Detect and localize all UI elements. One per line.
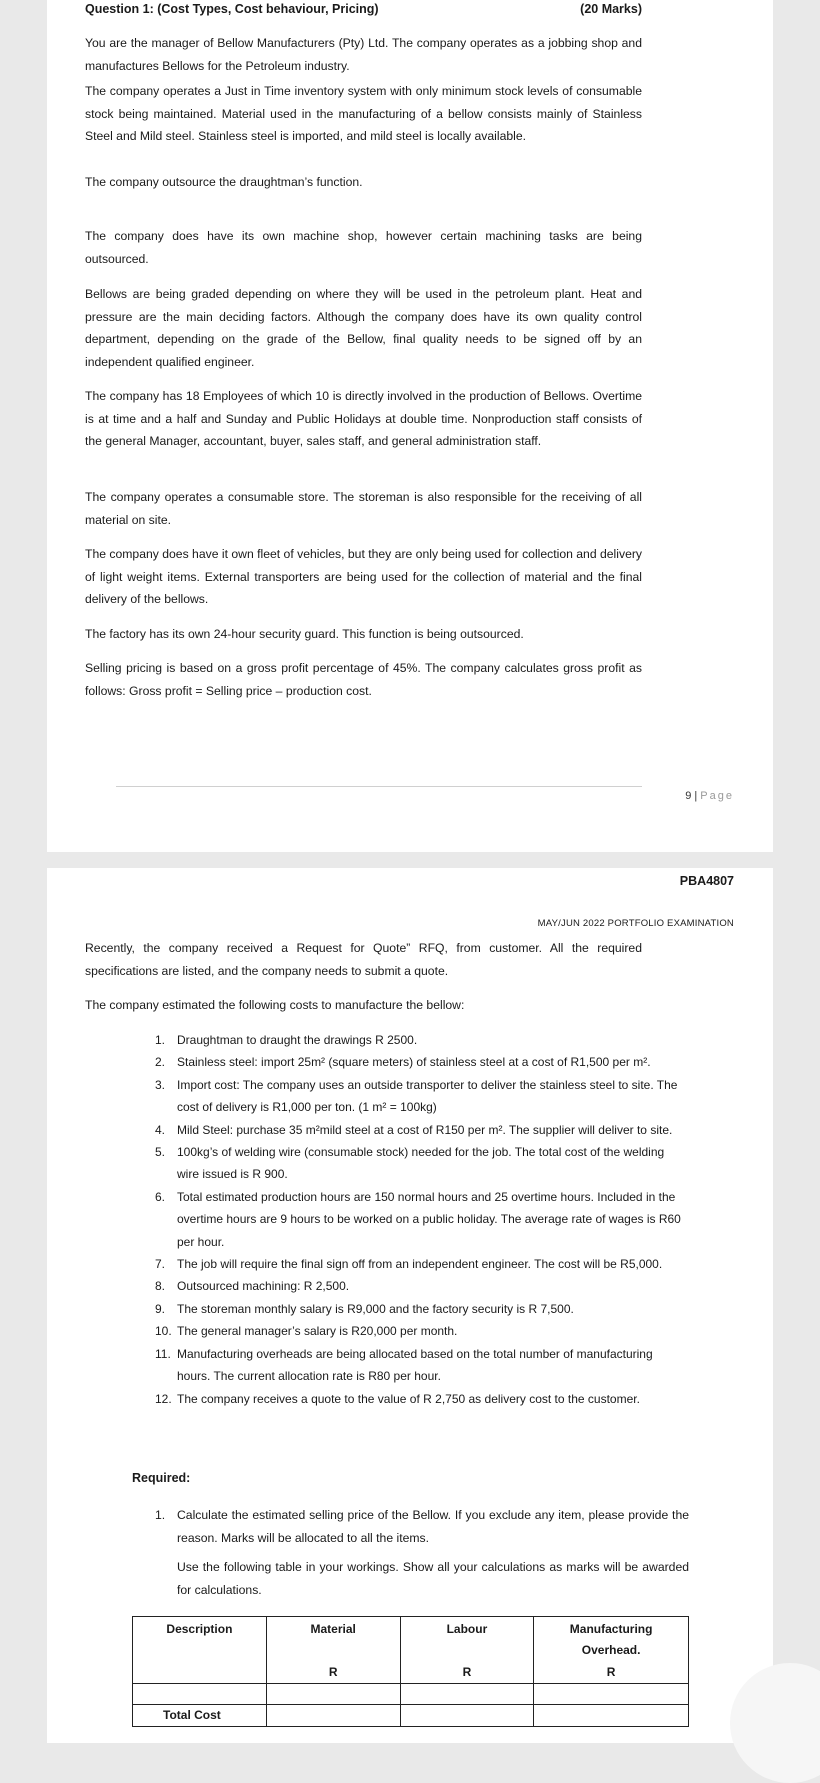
col-overhead-unit: R (606, 1665, 616, 1679)
required-text: Calculate the estimated selling price of the Bellow. If you exclude any item, please provide the reason. Marks will be allocated to all the items. (177, 1508, 689, 1545)
list-item (155, 1029, 689, 1051)
list-item (155, 1074, 689, 1119)
list-item (155, 1275, 689, 1297)
item-text: Outsourced machining: R 2,500. (177, 1279, 350, 1294)
item-text: The company receives a quote to the value of R 2,750 as delivery cost to the customer. (177, 1391, 640, 1406)
table-instruction-text: Use the following table in your workings. Show all your calculations as marks will be awarded for calculations. (177, 1560, 689, 1597)
footer-divider (116, 786, 642, 787)
item-text: The job will require the final sign off from an independent engineer. The cost will be R5,000. (177, 1257, 663, 1272)
question-marks: (20 Marks) (580, 2, 642, 16)
item-number: 12. (155, 1391, 172, 1406)
table-instruction (155, 1556, 689, 1601)
total-label: Total Cost (133, 1705, 267, 1727)
item-text: Manufacturing overheads are being allocated based on the total number of manufacturing hours. The current allocation rate is R80 per hour. (177, 1346, 653, 1384)
col-material-unit: R (328, 1665, 338, 1679)
item-number: 10. (155, 1324, 172, 1339)
page-number (685, 790, 734, 802)
list-item (155, 1186, 689, 1253)
list-item (155, 1119, 689, 1141)
required-number: 1. (155, 1508, 166, 1522)
col-labour-unit: R (462, 1665, 472, 1679)
item-number: 6. (155, 1189, 166, 1204)
paragraph-inventory: The company operates a Just in Time inventory system with only minimum stock levels of consumable stock being maintained. Material used in the manufacturing of a bellow consists mainly of Stainless Steel and Mild steel. Stainless steel is imported, and mild steel is locally available. (85, 84, 642, 143)
item-text: Import cost: The company uses an outside transporter to deliver the stainless steel to site. The cost of delivery is R1,000 per ton. (1 m² = 100kg) (177, 1077, 678, 1115)
item-number: 7. (155, 1257, 166, 1272)
paragraph-security: The factory has its own 24-hour security guard. This function is being outsourced. (85, 627, 524, 641)
item-number: 2. (155, 1055, 166, 1070)
paragraph-vehicles: The company does have it own fleet of vehicles, but they are only being used for collection and delivery of light weight items. External transporters are being used for the collection of material and the final delivery of the bellows. (85, 547, 642, 606)
item-text: Total estimated production hours are 150 normal hours and 25 overtime hours. Included in the overtime hours are 9 hours to be worked on a public holiday. The average rate of wages is R60 per hour. (177, 1189, 681, 1249)
list-item (155, 1253, 689, 1275)
list-item (155, 1388, 689, 1410)
course-code: PBA4807 (679, 874, 734, 888)
item-number: 8. (155, 1279, 166, 1294)
item-text: The storeman monthly salary is R9,000 and the factory security is R 7,500. (177, 1301, 574, 1316)
table-cell[interactable] (266, 1705, 400, 1727)
table-header-row (133, 1617, 689, 1684)
paragraph-estimate-intro: The company estimated the following costs to manufacture the bellow: (85, 998, 465, 1012)
paragraph-intro: You are the manager of Bellow Manufacturers (Pty) Ltd. The company operates as a jobbing shop and manufactures Bellows for the Petroleum industry. (85, 36, 642, 73)
required-question (155, 1504, 689, 1549)
paragraph-draughtman: The company outsource the draughtman’s function. (85, 175, 363, 189)
table-cell[interactable] (266, 1684, 400, 1705)
list-item (155, 1051, 689, 1073)
list-item (155, 1320, 689, 1342)
cost-items-list (155, 1029, 689, 1410)
col-overhead (534, 1617, 689, 1684)
item-number: 4. (155, 1122, 166, 1137)
paragraph-machine-shop: The company does have its own machine shop, however certain machining tasks are being outsourced. (85, 229, 642, 266)
question-header (85, 2, 642, 20)
exam-title: MAY/JUN 2022 PORTFOLIO EXAMINATION (537, 918, 734, 929)
item-text: Mild Steel: purchase 35 m²mild steel at a cost of R150 per m². The supplier will deliver to site. (177, 1122, 673, 1137)
item-text: The general manager’s salary is R20,000 per month. (177, 1324, 458, 1339)
page-number-value: 9 | (685, 790, 698, 802)
item-number: 11. (155, 1346, 171, 1361)
paragraph-grading: Bellows are being graded depending on where they will be used in the petroleum plant. Heat and pressure are the main deciding factors. Although the company does have its own quality control department, depending on the grade of the Bellow, final quality needs to be signed off by an independent qualified engineer. (85, 287, 642, 369)
table-cell[interactable] (534, 1705, 689, 1727)
question-title: Question 1: (Cost Types, Cost behaviour, Pricing) (85, 2, 379, 16)
item-text: Draughtman to draught the drawings R 2500. (177, 1033, 418, 1047)
workings-table (132, 1616, 689, 1727)
table-cell[interactable] (400, 1705, 534, 1727)
list-item (155, 1298, 689, 1320)
paragraph-pricing: Selling pricing is based on a gross profit percentage of 45%. The company calculates gross profit as follows: Gross profit = Selling price – production cost. (85, 661, 642, 698)
col-description (133, 1617, 267, 1684)
col-labour (400, 1617, 534, 1684)
total-row (133, 1705, 689, 1727)
col-description-label: Description (166, 1622, 233, 1636)
col-labour-label: Labour (446, 1622, 488, 1636)
list-item (155, 1141, 689, 1186)
col-overhead-label: Manufacturing Overhead. (569, 1622, 653, 1657)
list-item (155, 1343, 689, 1388)
table-cell[interactable] (400, 1684, 534, 1705)
item-number: 5. (155, 1145, 166, 1160)
required-heading: Required: (132, 1471, 191, 1485)
table-cell[interactable] (133, 1684, 267, 1705)
item-number: 3. (155, 1077, 166, 1092)
paragraph-store: The company operates a consumable store. The storeman is also responsible for the receiving of all material on site. (85, 490, 642, 527)
item-text: Stainless steel: import 25m² (square meters) of stainless steel at a cost of R1,500 per m². (177, 1055, 651, 1070)
table-cell[interactable] (534, 1684, 689, 1705)
paragraph-rfq: Recently, the company received a Request for Quote” RFQ, from customer. All the required specifications are listed, and the company needs to submit a quote. (85, 941, 642, 978)
col-material-label: Material (310, 1622, 356, 1636)
col-material (266, 1617, 400, 1684)
item-number: 9. (155, 1301, 166, 1316)
item-text: 100kg’s of welding wire (consumable stock) needed for the job. The total cost of the welding wire issued is R 900. (177, 1145, 665, 1182)
item-number: 1. (155, 1033, 166, 1047)
paragraph-employees: The company has 18 Employees of which 10 is directly involved in the production of Bellows. Overtime is at time and a half and Sunday and Public Holidays at double time. Nonproduction staff consists of the general Manager, accountant, buyer, sales staff, and general administration staff. (85, 389, 642, 448)
page-number-word: Page (700, 790, 734, 802)
table-row (133, 1684, 689, 1705)
